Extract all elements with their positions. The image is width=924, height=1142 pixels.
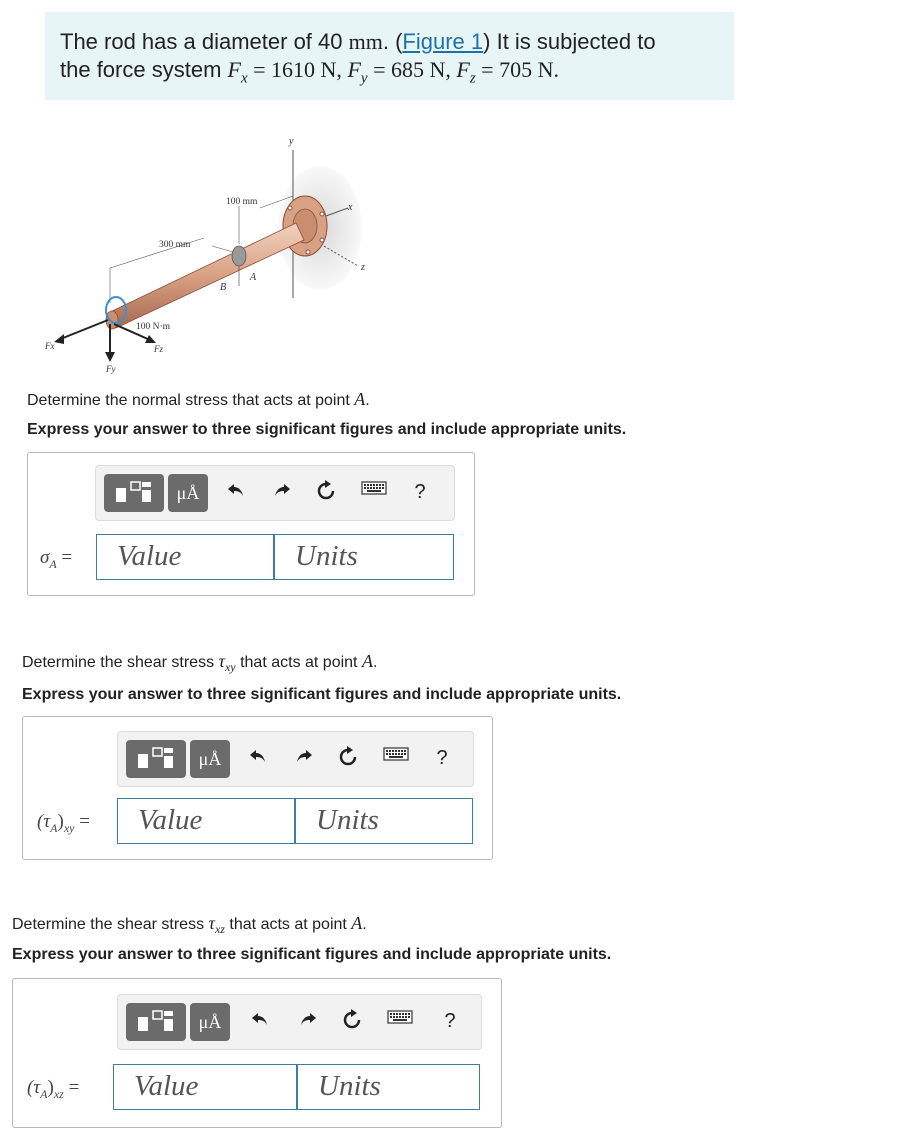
rod-figure xyxy=(28,128,378,378)
fy-sub: y xyxy=(360,70,368,87)
question-text: . xyxy=(362,916,367,933)
tau-sub: xz xyxy=(214,922,225,937)
keyboard-icon[interactable] xyxy=(386,1009,414,1035)
value-input[interactable]: Value xyxy=(96,534,274,580)
point-symbol: A xyxy=(361,651,373,671)
units-icon: μÅ xyxy=(198,1012,222,1032)
label-sub2: xy xyxy=(63,820,75,835)
axis-y-label: y xyxy=(289,136,294,147)
bolt xyxy=(320,212,324,216)
part1-answer-panel xyxy=(27,452,475,596)
templates-icon xyxy=(126,740,186,778)
part3-instruction: Express your answer to three significant figures and include appropriate units. xyxy=(12,946,612,963)
question-text: . xyxy=(365,392,370,409)
point-symbol: A xyxy=(351,913,363,933)
tau-sub: xy xyxy=(224,660,236,675)
bolt xyxy=(288,206,292,210)
part2-instruction: Express your answer to three significant figures and include appropriate units. xyxy=(22,686,622,703)
figure-link[interactable]: Figure 1 xyxy=(402,29,484,54)
fx-sub: x xyxy=(240,70,248,87)
fx-arrow xyxy=(58,320,108,340)
problem-statement xyxy=(45,12,734,100)
question-text: that acts at point xyxy=(224,916,352,933)
point-a-label: A xyxy=(250,272,257,283)
part3-answer-panel xyxy=(12,978,502,1128)
rod xyxy=(108,223,304,328)
tau-symbol: τ xyxy=(208,913,215,933)
moment-label: 100 N·m xyxy=(136,322,171,332)
statement-line-2 xyxy=(60,56,734,92)
templates-button[interactable] xyxy=(126,1003,186,1041)
statement-line-1 xyxy=(60,28,734,56)
statement-text: the force system xyxy=(60,57,228,82)
label-sub: A xyxy=(49,556,57,571)
question-text: that acts at point xyxy=(235,654,362,671)
undo-icon[interactable] xyxy=(224,480,248,506)
dim-300mm-label: 300 mm xyxy=(159,240,191,250)
label-close: ) xyxy=(57,811,64,832)
reset-icon[interactable] xyxy=(336,746,360,772)
label-close: ) xyxy=(47,1077,54,1098)
math-toolbar xyxy=(117,994,482,1050)
question-text: Determine the shear stress xyxy=(22,654,219,671)
help-icon[interactable]: ? xyxy=(444,1010,456,1032)
label-symbol: (τ xyxy=(37,811,51,832)
tau-a-xz-label xyxy=(27,1077,79,1102)
label-sub: A xyxy=(40,1086,48,1101)
undo-icon[interactable] xyxy=(248,1009,272,1035)
fx-arrowhead xyxy=(54,334,64,344)
fz-sub: z xyxy=(469,70,476,87)
question-text: Determine the normal stress that acts at point xyxy=(27,392,355,409)
undo-icon[interactable] xyxy=(246,746,270,772)
label-sub: A xyxy=(50,820,58,835)
math-toolbar xyxy=(117,731,474,787)
statement-text: ) It is subjected to xyxy=(483,29,656,54)
units-button[interactable] xyxy=(168,474,208,512)
question-text: . xyxy=(372,654,378,671)
label-symbol: σ xyxy=(40,547,50,568)
keyboard-icon[interactable] xyxy=(360,480,388,506)
statement-text: . ( xyxy=(382,29,403,54)
point-b-label: B xyxy=(220,282,227,293)
tau-a-xy-label xyxy=(37,811,90,836)
reset-icon[interactable] xyxy=(340,1009,364,1035)
bolt xyxy=(320,238,324,242)
reset-icon[interactable] xyxy=(314,480,338,506)
bolt xyxy=(306,250,310,254)
templates-icon xyxy=(126,1003,186,1041)
value-input[interactable]: Value xyxy=(113,1064,297,1110)
fz-label: Fz xyxy=(154,344,163,354)
fz-value: = 705 N. xyxy=(475,57,559,82)
redo-icon[interactable] xyxy=(296,1009,320,1035)
fy-arrowhead xyxy=(105,352,115,362)
part2-answer-panel xyxy=(22,716,493,860)
part1-instruction: Express your answer to three significant figures and include appropriate units. xyxy=(27,421,627,438)
fx-value: = 1610 N, xyxy=(247,57,348,82)
help-icon[interactable]: ? xyxy=(436,747,448,769)
dim-line xyxy=(212,246,233,252)
units-input[interactable]: Units xyxy=(297,1064,480,1110)
units-button[interactable] xyxy=(190,1003,230,1041)
redo-icon[interactable] xyxy=(270,480,294,506)
fz-symbol: F xyxy=(456,57,470,82)
dim-100mm-label: 100 mm xyxy=(226,197,258,207)
axis-z-label: z xyxy=(361,262,365,273)
units-icon: μÅ xyxy=(176,483,200,503)
part1-question xyxy=(27,389,370,410)
fx-symbol: F xyxy=(227,57,241,82)
tau-symbol: τ xyxy=(218,651,225,671)
fx-label: Fx xyxy=(45,341,55,351)
unit-mm: mm xyxy=(348,29,383,54)
label-symbol: (τ xyxy=(27,1077,41,1098)
units-input[interactable]: Units xyxy=(274,534,454,580)
point-symbol: A xyxy=(354,389,366,409)
help-icon[interactable]: ? xyxy=(414,481,426,503)
value-input[interactable]: Value xyxy=(117,798,295,844)
units-icon: μÅ xyxy=(198,749,222,769)
units-button[interactable] xyxy=(190,740,230,778)
templates-icon xyxy=(104,474,164,512)
statement-text: The rod has a diameter of 40 xyxy=(60,29,349,54)
label-sub2: xz xyxy=(53,1086,64,1101)
fy-symbol: F xyxy=(347,57,361,82)
part2-question xyxy=(22,651,377,675)
axis-x-label: x xyxy=(348,202,353,213)
redo-icon[interactable] xyxy=(292,746,316,772)
fy-label: Fy xyxy=(106,364,116,374)
label-eq: = xyxy=(74,811,90,832)
label-eq: = xyxy=(63,1077,80,1098)
section-cut xyxy=(232,246,246,266)
templates-button[interactable] xyxy=(126,740,186,778)
sigma-a-label xyxy=(40,547,72,572)
units-input[interactable]: Units xyxy=(295,798,473,844)
question-text: Determine the shear stress xyxy=(12,916,209,933)
math-toolbar xyxy=(95,465,455,521)
keyboard-icon[interactable] xyxy=(382,746,410,772)
templates-button[interactable] xyxy=(104,474,164,512)
fy-value: = 685 N, xyxy=(367,57,457,82)
part3-question xyxy=(12,913,367,937)
label-eq: = xyxy=(56,547,73,568)
